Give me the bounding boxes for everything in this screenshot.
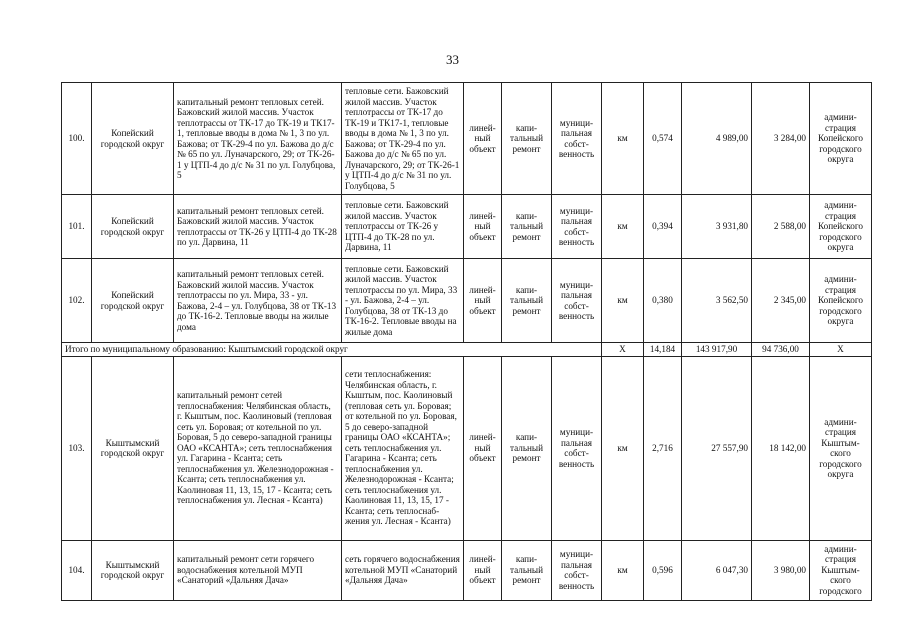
municipality-cell: Копейский городской округ (92, 259, 174, 343)
object-type-cell: линей-ный объект (464, 195, 502, 259)
object-location-cell: сети теплоснабжения: Челябинская область, г. Кыштым, пос. Каолиновый (тепловая сеть ул. Боровая; от котельной по ул. Боровая, 5 до северо-западной границы ОАО «КСАНТА»; сеть теплоснабжения ул. Гагарина - Ксанта; сеть теплоснабжения ул. Железнодорожная - Ксанта; сеть теплоснабжения ул. Каолиновая 11, 13, 15, 17 - Ксанта; сеть теплоснаб-жения ул. Лесная - Ксанта) (342, 356, 464, 540)
customer-cell: админи-страция Кыштым-ского городского (810, 540, 872, 600)
funding-cell: 3 980,00 (752, 540, 810, 600)
cost-cell: 3 931,80 (682, 195, 752, 259)
ownership-cell: муници-пальная собст-венность (552, 83, 602, 195)
row-number: 103. (62, 356, 92, 540)
customer-cell: админи-страция Копейского городского округа (810, 195, 872, 259)
quantity-cell: 0,394 (644, 195, 682, 259)
object-location-cell: тепловые сети. Бажовский жилой массив. Участок теплотрассы от ТК-17 до ТК-19 и ТК17-1, тепловые вводы в дома № 1, 3 по ул. Бажова; от ТК-29-4 по ул. Бажова до д/с № 65 по ул. Луначарского, 29; от ТК-26-1 у ЦТП-4 до д/с № 31 по ул. Голубцова, 5 (342, 83, 464, 195)
object-location-cell: тепловые сети. Бажовский жилой массив. Участок теплотрассы от ТК-26 у ЦТП-4 до ТК-28 по ул. Дарвина, 11 (342, 195, 464, 259)
cost-cell: 6 047,30 (682, 540, 752, 600)
row-number: 101. (62, 195, 92, 259)
object-name-cell: капитальный ремонт сети горячего водоснабжения котельной МУП «Санаторий «Дальняя Дача» (174, 540, 342, 600)
total-unit: X (602, 343, 644, 357)
object-type-cell: линей-ный объект (464, 540, 502, 600)
object-name-cell: капитальный ремонт сетей теплоснабжения: Челябинская область, г. Кыштым, пос. Каолиновый (тепловая сеть ул. Боровая; от котельной по ул. Боровая, 5 до северо-западной границы ОАО «КСАНТА»; сеть теплоснабжения ул. Гагарина - Ксанта; сеть теплоснабжения ул. Железнодорожная - Ксанта; сеть теплоснабжения ул. Каолиновая 11, 13, 15, 17 - Ксанта; сеть теплоснабжения ул. Лесная - Ксанта) (174, 356, 342, 540)
unit-cell: км (602, 259, 644, 343)
municipality-cell: Копейский городской округ (92, 83, 174, 195)
table-row (62, 356, 872, 540)
quantity-cell: 2,716 (644, 356, 682, 540)
object-type-cell: линей-ный объект (464, 259, 502, 343)
object-type-cell: линей-ный объект (464, 83, 502, 195)
cost-cell: 27 557,90 (682, 356, 752, 540)
object-type-cell: линей-ный объект (464, 356, 502, 540)
ownership-cell: муници-пальная собст-венность (552, 195, 602, 259)
funding-cell: 18 142,00 (752, 356, 810, 540)
unit-cell: км (602, 83, 644, 195)
unit-cell: км (602, 356, 644, 540)
page-number: 33 (446, 52, 459, 67)
quantity-cell: 0,574 (644, 83, 682, 195)
table-row (62, 83, 872, 195)
work-type-cell: капи-тальный ремонт (502, 540, 552, 600)
total-funding: 94 736,00 (752, 343, 810, 357)
ownership-cell: муници-пальная собст-венность (552, 356, 602, 540)
municipality-cell: Кыштымский городской округ (92, 356, 174, 540)
total-customer: X (810, 343, 872, 357)
work-type-cell: капи-тальный ремонт (502, 195, 552, 259)
table-row (62, 540, 872, 600)
customer-cell: админи-страция Кыштым-ского городского округа (810, 356, 872, 540)
funding-cell: 2 345,00 (752, 259, 810, 343)
object-name-cell: капитальный ремонт тепловых сетей. Бажовский жилой массив. Участок теплотрассы от ТК-26 у ЦТП-4 до ТК-28 по ул. Дарвина, 11 (174, 195, 342, 259)
ownership-cell: муници-пальная собст-венность (552, 540, 602, 600)
projects-table (61, 82, 872, 601)
table-row (62, 195, 872, 259)
quantity-cell: 0,596 (644, 540, 682, 600)
customer-cell: админи-страция Копейского городского округа (810, 259, 872, 343)
cost-cell: 4 989,00 (682, 83, 752, 195)
row-number: 104. (62, 540, 92, 600)
object-location-cell: сеть горячего водоснабжения котельной МУП «Санаторий «Дальняя Дача» (342, 540, 464, 600)
total-row (62, 343, 872, 357)
municipality-cell: Кыштымский городской округ (92, 540, 174, 600)
row-number: 102. (62, 259, 92, 343)
unit-cell: км (602, 540, 644, 600)
object-location-cell: тепловые сети. Бажовский жилой массив. Участок теплотрассы по ул. Мира, 33 - ул. Бажова, 2-4 – ул. Голубцова, 38 от ТК-13 до ТК-16-2. Тепловые вводы на жилые дома (342, 259, 464, 343)
customer-cell: админи-страция Копейского городского округа (810, 83, 872, 195)
unit-cell: км (602, 195, 644, 259)
total-quantity: 14,184 (644, 343, 682, 357)
row-number: 100. (62, 83, 92, 195)
object-name-cell: капитальный ремонт тепловых сетей. Бажовский жилой массив. Участок теплотрассы от ТК-17 до ТК-19 и ТК17-1, тепловые вводы в дома № 1, 3 по ул. Бажова; от ТК-29-4 по ул. Бажова до д/с № 65 по ул. Луначарского, 29; от ТК-26-1 у ЦТП-4 до д/с № 31 по ул. Голубцова, 5 (174, 83, 342, 195)
total-cost: 143 917,90 (682, 343, 752, 357)
cost-cell: 3 562,50 (682, 259, 752, 343)
table-row (62, 259, 872, 343)
work-type-cell: капи-тальный ремонт (502, 259, 552, 343)
funding-cell: 3 284,00 (752, 83, 810, 195)
object-name-cell: капитальный ремонт тепловых сетей. Бажовский жилой массив. Участок теплотрассы по ул. Мира, 33 - ул. Бажова, 2-4 – ул. Голубцова, 38 от ТК-13 до ТК-16-2. Тепловые вводы на жилые дома (174, 259, 342, 343)
municipality-cell: Копейский городской округ (92, 195, 174, 259)
quantity-cell: 0,380 (644, 259, 682, 343)
work-type-cell: капи-тальный ремонт (502, 356, 552, 540)
ownership-cell: муници-пальная собст-венность (552, 259, 602, 343)
work-type-cell: капи-тальный ремонт (502, 83, 552, 195)
total-label: Итого по муниципальному образованию: Кыштымский городской округ (62, 343, 602, 357)
funding-cell: 2 588,00 (752, 195, 810, 259)
